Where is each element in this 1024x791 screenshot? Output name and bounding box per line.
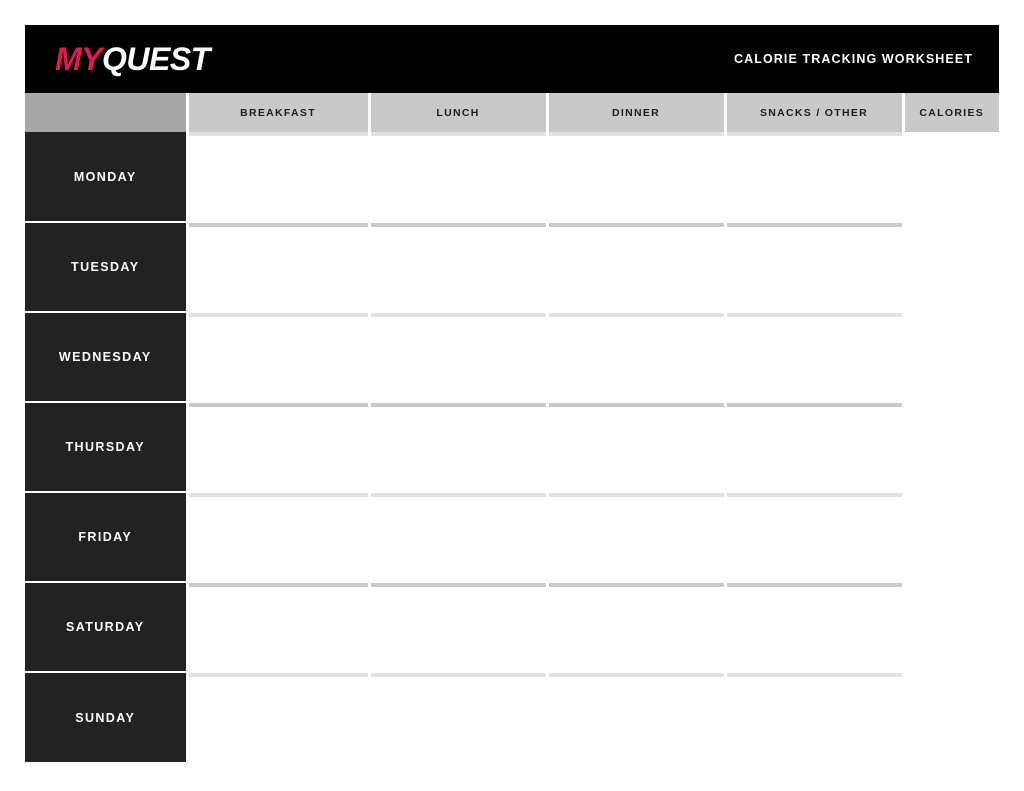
entry-tuesday-calories[interactable]	[903, 222, 999, 312]
entry-saturday-snacks[interactable]	[725, 582, 903, 672]
table-row	[25, 672, 999, 762]
entry-tuesday-dinner[interactable]	[547, 222, 725, 312]
entry-monday-calories[interactable]	[903, 132, 999, 222]
entry-monday-dinner[interactable]	[547, 132, 725, 222]
column-header-lunch: LUNCH	[369, 93, 547, 132]
entry-friday-dinner[interactable]	[547, 492, 725, 582]
brand-logo-secondary: QUEST	[102, 41, 210, 77]
entry-monday-breakfast[interactable]	[187, 132, 369, 222]
entry-friday-snacks[interactable]	[725, 492, 903, 582]
table-row	[25, 132, 999, 222]
row-label-tuesday: TUESDAY	[25, 222, 187, 312]
page-title: CALORIE TRACKING WORKSHEET	[733, 52, 973, 66]
table-row	[25, 582, 999, 672]
entry-wednesday-calories[interactable]	[903, 312, 999, 402]
table-corner-cell	[25, 93, 187, 132]
column-header-calories: CALORIES	[903, 93, 999, 132]
entry-monday-lunch[interactable]	[369, 132, 547, 222]
row-label-friday: FRIDAY	[25, 492, 187, 582]
table-row	[25, 312, 999, 402]
entry-thursday-snacks[interactable]	[725, 402, 903, 492]
table-header-row	[25, 93, 999, 132]
column-header-snacks-other: SNACKS / OTHER	[725, 93, 903, 132]
table-row	[25, 402, 999, 492]
row-label-monday: MONDAY	[25, 132, 187, 222]
entry-tuesday-breakfast[interactable]	[187, 222, 369, 312]
page-header	[25, 25, 999, 93]
row-label-thursday: THURSDAY	[25, 402, 187, 492]
entry-tuesday-lunch[interactable]	[369, 222, 547, 312]
column-header-dinner: DINNER	[547, 93, 725, 132]
entry-saturday-breakfast[interactable]	[187, 582, 369, 672]
calorie-tracking-table	[25, 93, 999, 762]
entry-thursday-dinner[interactable]	[547, 402, 725, 492]
row-label-wednesday: WEDNESDAY	[25, 312, 187, 402]
brand-logo-primary: MY	[55, 41, 102, 77]
entry-wednesday-dinner[interactable]	[547, 312, 725, 402]
entry-sunday-snacks[interactable]	[725, 672, 903, 762]
entry-wednesday-snacks[interactable]	[725, 312, 903, 402]
entry-tuesday-snacks[interactable]	[725, 222, 903, 312]
entry-thursday-lunch[interactable]	[369, 402, 547, 492]
entry-friday-lunch[interactable]	[369, 492, 547, 582]
entry-wednesday-lunch[interactable]	[369, 312, 547, 402]
row-label-sunday: SUNDAY	[25, 672, 187, 762]
entry-thursday-calories[interactable]	[903, 402, 999, 492]
entry-saturday-calories[interactable]	[903, 582, 999, 672]
column-header-breakfast: BREAKFAST	[187, 93, 369, 132]
entry-sunday-lunch[interactable]	[369, 672, 547, 762]
brand-logo	[55, 43, 210, 75]
worksheet-page	[25, 25, 999, 766]
table-row	[25, 222, 999, 312]
entry-thursday-breakfast[interactable]	[187, 402, 369, 492]
entry-saturday-lunch[interactable]	[369, 582, 547, 672]
entry-monday-snacks[interactable]	[725, 132, 903, 222]
entry-saturday-dinner[interactable]	[547, 582, 725, 672]
entry-wednesday-breakfast[interactable]	[187, 312, 369, 402]
table-row	[25, 492, 999, 582]
entry-sunday-dinner[interactable]	[547, 672, 725, 762]
entry-friday-calories[interactable]	[903, 492, 999, 582]
entry-sunday-breakfast[interactable]	[187, 672, 369, 762]
row-label-saturday: SATURDAY	[25, 582, 187, 672]
entry-sunday-calories[interactable]	[903, 672, 999, 762]
entry-friday-breakfast[interactable]	[187, 492, 369, 582]
